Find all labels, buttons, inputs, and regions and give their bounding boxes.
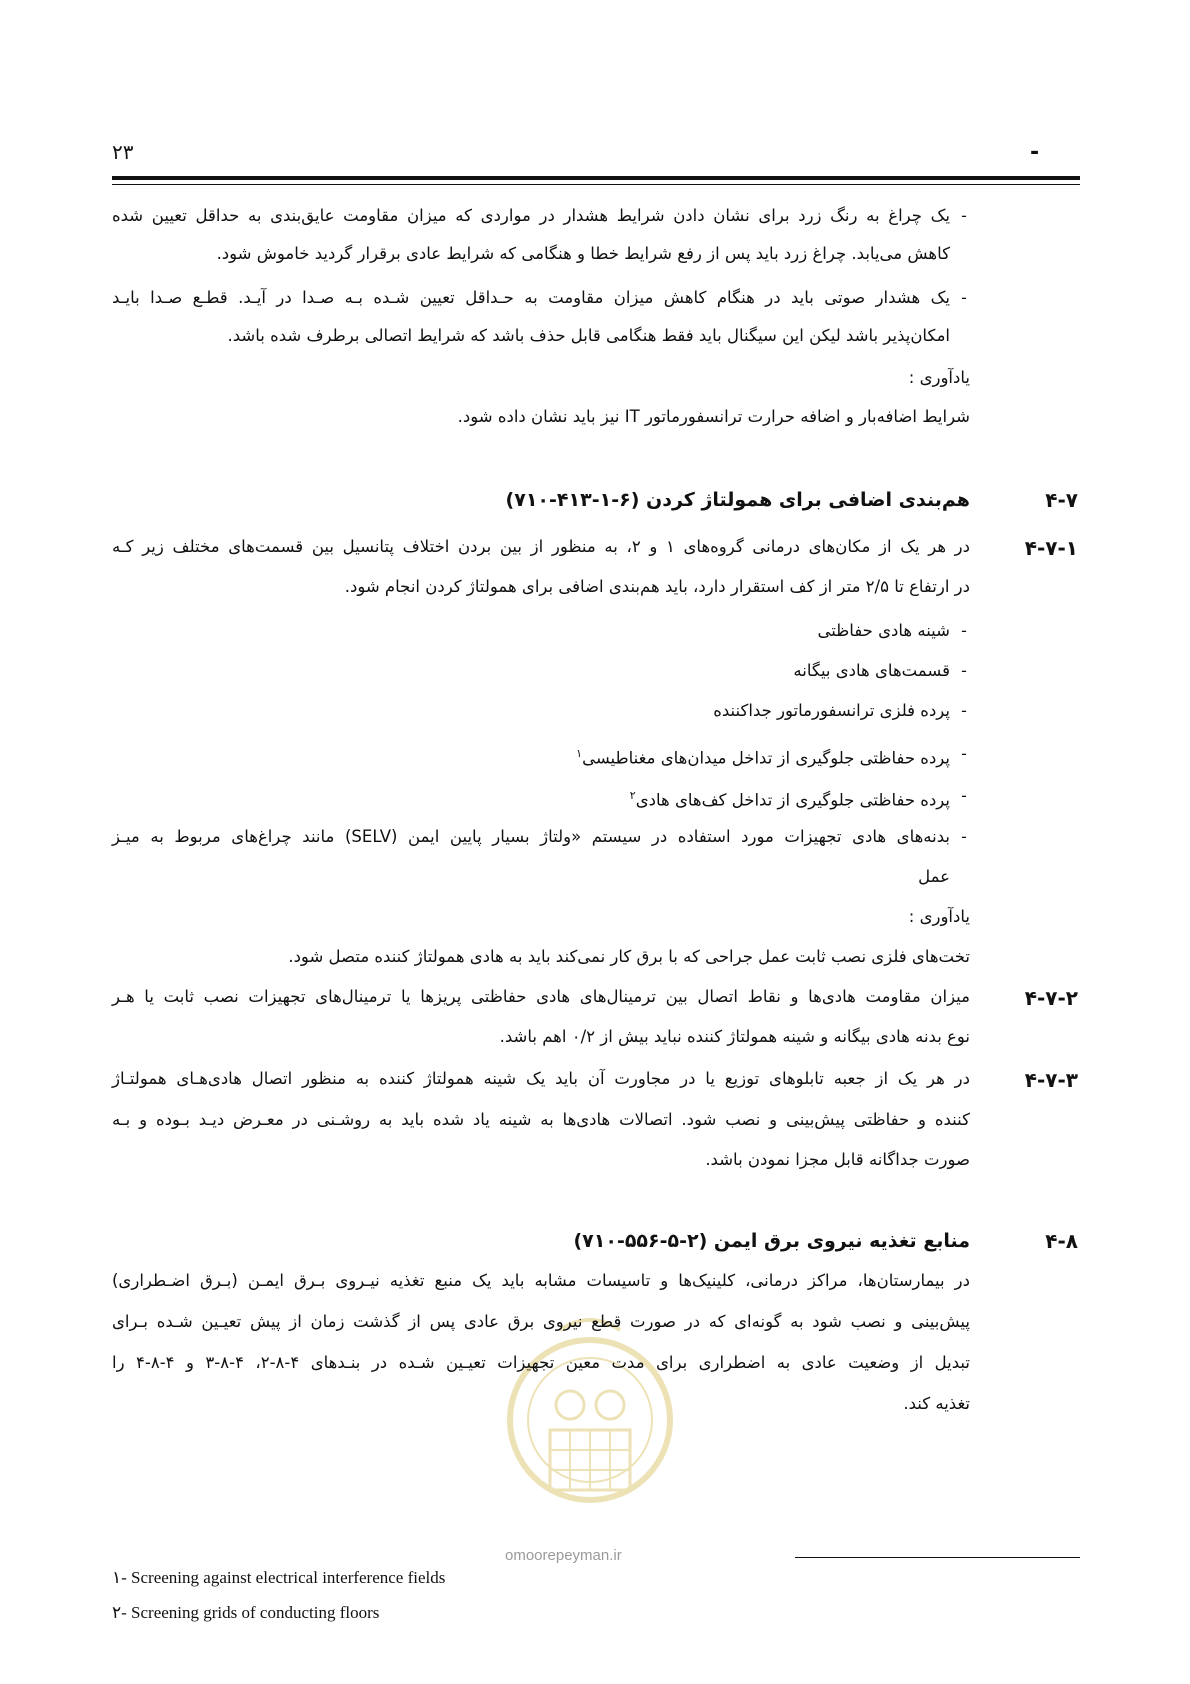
section-title: منابع تغذیه نیروی برق ایمن (۲-۵-۵۵۶-۷۱۰) bbox=[573, 1230, 970, 1252]
header-rule-thick bbox=[112, 176, 1080, 180]
bullet-dash: - bbox=[961, 621, 967, 640]
list-item-last-line-1: بدنه‌های هادی تجهیزات مورد استفاده در سیستم «ولتاژ بسیار پایین ایمن (SELV) مانند چراغ‌های مربوط به میـز bbox=[112, 827, 950, 846]
bullet-dash: - bbox=[961, 701, 967, 720]
bullet-dash: - bbox=[961, 661, 967, 680]
clause-4-7-3-line-3: صورت جداگانه قابل مجزا نمودن باشد. bbox=[705, 1150, 970, 1169]
header-mark: - bbox=[1030, 140, 1040, 165]
alarm-bullet-1-line-2: کاهش می‌یابد. چراغ زرد باید پس از رفع شرایط خطا و هنگامی که شرایط عادی برقرار گردید خاموش شود. bbox=[216, 244, 950, 263]
section-4-8-line-1: در بیمارستان‌ها، مراکز درمانی، کلینیک‌ها و تاسیسات مشابه باید یک منبع تغذیه نیـروی بـرق ایمـن (بـرق اضـطراری) bbox=[112, 1271, 970, 1290]
footnote: ۲- Screening grids of conducting floors bbox=[112, 1603, 380, 1622]
bullet-dash: - bbox=[961, 827, 967, 846]
list-item bbox=[112, 785, 950, 812]
footnote-rule bbox=[795, 1557, 1080, 1558]
list-item-text: پرده حفاظتی جلوگیری از تداخل میدان‌های مغناطیسی bbox=[582, 748, 950, 768]
list-item-text: پرده حفاظتی جلوگیری از تداخل کف‌های هادی bbox=[635, 790, 950, 810]
clause-4-7-3-line-1: در هر یک از جعبه تابلوهای توزیع یا در مجاورت آن باید یک شینه همولتاژ کننده به منظور اتصال هادی‌هـای همولتـاژ bbox=[112, 1069, 970, 1088]
clause-4-7-1-line-2: در ارتفاع تا ۲/۵ متر از کف استقرار دارد، باید هم‌بندی اضافی برای همولتاژ کردن انجام شود. bbox=[344, 577, 970, 596]
note-text: شرایط اضافه‌بار و اضافه حرارت ترانسفورماتور IT نیز باید نشان داده شود. bbox=[457, 407, 970, 426]
footnote-ref: ۲ bbox=[629, 789, 636, 802]
section-title: هم‌بندی اضافی برای همولتاژ کردن (۶-۱-۴۱۳-۷۱۰) bbox=[505, 489, 970, 511]
section-number: ۴-۸ bbox=[1045, 1229, 1078, 1253]
note-text: تخت‌های فلزی نصب ثابت عمل جراحی که با برق کار نمی‌کند باید به هادی همولتاژ کننده متصل شود. bbox=[288, 947, 970, 966]
alarm-bullet-2-line-2: امکان‌پذیر باشد لیکن این سیگنال باید فقط هنگامی قابل حذف باشد که شرایط اتصالی برطرف شده باشد. bbox=[227, 326, 950, 345]
bullet-dash: - bbox=[961, 744, 967, 763]
header-rule-thin bbox=[112, 184, 1080, 185]
list-item: شینه هادی حفاظتی bbox=[817, 621, 950, 640]
alarm-bullet-2-line-1: یک هشدار صوتی باید در هنگام کاهش میزان مقاومت به حـداقل تعیین شـده بـه صـدا در آیـد. قطـع صـدا بایـد bbox=[112, 288, 950, 307]
section-4-8-line-3: تبدیل از وضعیت عادی به اضطراری برای مدت معین تجهیزات تعیـین شـده در بنـدهای ۴-۸-۲، ۴-۸-۳ و ۴-۸-۴ را bbox=[112, 1353, 970, 1372]
page-number: ۲۳ bbox=[112, 140, 134, 164]
clause-4-7-2-line-1: میزان مقاومت هادی‌ها و نقاط اتصال بین ترمینال‌های هادی حفاظتی پریزها یا ترمینال‌های تجهیزات نصب ثابت یا هـر bbox=[112, 987, 970, 1006]
alarm-bullet-1-line-1: یک چراغ به رنگ زرد برای نشان دادن شرایط هشدار در مواردی که میزان مقاومت عایق‌بندی به حداقل تعیین شده bbox=[112, 206, 950, 225]
clause-4-7-2-line-2: نوع بدنه هادی بیگانه و شینه همولتاژ کننده نباید بیش از ۰/۲ اهم باشد. bbox=[499, 1027, 970, 1046]
list-item bbox=[112, 743, 950, 770]
clause-number: ۴-۷-۳ bbox=[1024, 1068, 1078, 1092]
list-item: قسمت‌های هادی بیگانه bbox=[793, 661, 950, 680]
bullet-dash: - bbox=[961, 786, 967, 805]
footnote: ۱- Screening against electrical interference fields bbox=[112, 1568, 446, 1587]
section-4-8-line-2: پیش‌بینی و نصب شود به گونه‌ای که در صورت قطع نیروی برق عادی پس از گذشت زمان از پیش تعیـین شـده بـرای bbox=[112, 1312, 970, 1331]
section-4-8-line-4: تغذیه کند. bbox=[903, 1394, 970, 1413]
clause-4-7-3-line-2: کننده و حفاظتی پیش‌بینی و نصب شود. اتصالات هادی‌ها به شینه یاد شده باید به روشـنی در معـرض دیـد بـوده و بـه bbox=[112, 1110, 970, 1129]
clause-number: ۴-۷-۲ bbox=[1024, 986, 1078, 1010]
note-label: یادآوری : bbox=[908, 907, 970, 926]
clause-4-7-1-line-1: در هر یک از مکان‌های درمانی گروه‌های ۱ و ۲، به منظور از بین بردن اختلاف پتانسیل بین قسمت‌های مختلف زیر کـه bbox=[112, 537, 970, 556]
bullet-dash: - bbox=[961, 206, 967, 225]
watermark-text: omoorepeyman.ir bbox=[505, 1547, 622, 1564]
list-item: پرده فلزی ترانسفورماتور جداکننده bbox=[713, 701, 950, 720]
watermark-seal-icon bbox=[500, 1310, 680, 1550]
footnote-ref: ۱ bbox=[576, 747, 583, 760]
note-label: یادآوری : bbox=[908, 368, 970, 387]
bullet-dash: - bbox=[961, 288, 967, 307]
list-item-last-line-2: عمل bbox=[918, 867, 950, 886]
section-number: ۴-۷ bbox=[1045, 488, 1078, 512]
clause-number: ۴-۷-۱ bbox=[1024, 536, 1078, 560]
